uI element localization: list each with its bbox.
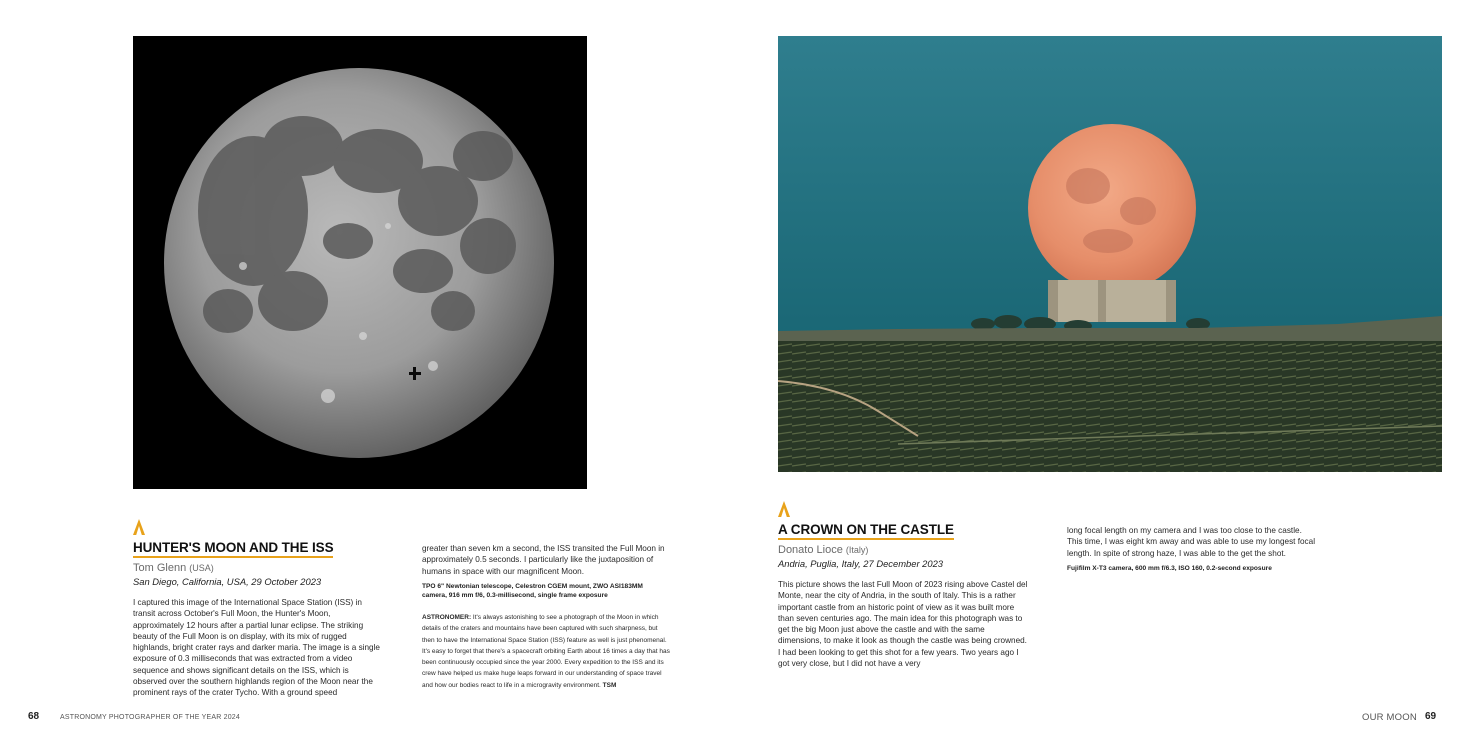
left-body-col1: I captured this image of the International Space Station (ISS) in transit across October's Full Moon, the Hunter's Moon, approximately 12 hours after a partial lunar eclipse. The striking beauty of the Full Moon is on display, with its mix of rugged highlands, bright crater rays and darker maria. The image is a single exposure of 0.3 milliseconds that was extracted from a video sequence and shows significant details on the ISS, which is observed over the southern highlands region of the Moon near the prominent rays of the crater Tycho. With a ground speed xyxy=(133,598,380,698)
right-running-footer: OUR MOON xyxy=(1362,712,1417,723)
left-article-title: HUNTER'S MOON AND THE ISS xyxy=(133,540,333,558)
right-article-title: A CROWN ON THE CASTLE xyxy=(778,522,954,540)
award-a-icon xyxy=(133,519,145,535)
comment-text: It's always astonishing to see a photograph of the Moon in which details of the craters and mountains have been captured with such sharpness, but then to have the International Space Station (ISS) feature as well is just phenomenal. It's easy to forget that there's a spacecraft orbiting Earth about 16 times a day that has been continuously occupied since the year 2000. Every expedition to the ISS and its crew have helped us make huge leaps forward in our understanding of space travel and how our bodies react to life in a microgravity environment. xyxy=(422,614,670,689)
right-location-date: Andria, Puglia, Italy, 27 December 2023 xyxy=(778,558,944,569)
right-author-country: (Italy) xyxy=(845,545,869,555)
left-astronomer-comment xyxy=(422,612,672,691)
right-author xyxy=(778,544,868,556)
left-running-footer: ASTRONOMY PHOTOGRAPHER OF THE YEAR 2024 xyxy=(60,714,240,721)
left-equipment: TPO 6" Newtonian telescope, Celestron CGEM mount, ZWO ASI183MM camera, 916 mm f/6, 0.3-millisecond, single frame exposure xyxy=(422,583,643,600)
comment-label: ASTRONOMER: xyxy=(422,614,472,621)
moon-iss-photo xyxy=(133,36,587,489)
left-location-date: San Diego, California, USA, 29 October 2023 xyxy=(133,576,322,587)
award-a-icon xyxy=(778,501,790,517)
right-body-col1: This picture shows the last Full Moon of 2023 rising above Castel del Monte, near the city of Andria, in the south of Italy. This is a rather important castle from an historic point of view as it was built more than seven centuries ago. The main idea for this photograph was to get the big Moon just above the castle and with the same dimensions, to make it look as though the castle was being crowned. I had been looking to get this shot for a few years. Two years ago I got very close, but I did not have a very xyxy=(778,580,1028,669)
comment-signature: TSM xyxy=(602,681,617,689)
castle-moon-photo xyxy=(778,36,1442,472)
left-author xyxy=(133,562,214,574)
right-equipment: Fujifilm X-T3 camera, 600 mm f/6.3, ISO 160, 0.2-second exposure xyxy=(1067,565,1272,572)
right-page-number: 69 xyxy=(1425,711,1437,722)
right-author-name: Donato Lioce xyxy=(778,544,843,556)
right-body-col2: long focal length on my camera and I was too close to the castle. This time, I was eight km away and was able to use my longest focal length. In spite of strong haze, I was able to the get the shot. xyxy=(1067,526,1316,558)
left-author-country: (USA) xyxy=(189,563,214,573)
left-page-number: 68 xyxy=(28,711,40,722)
left-author-name: Tom Glenn xyxy=(133,562,187,574)
left-body-col2: greater than seven km a second, the ISS transited the Full Moon in approximately 0.5 seconds. I particularly like the juxtaposition of humans in space with our magnificent Moon. xyxy=(422,544,665,576)
